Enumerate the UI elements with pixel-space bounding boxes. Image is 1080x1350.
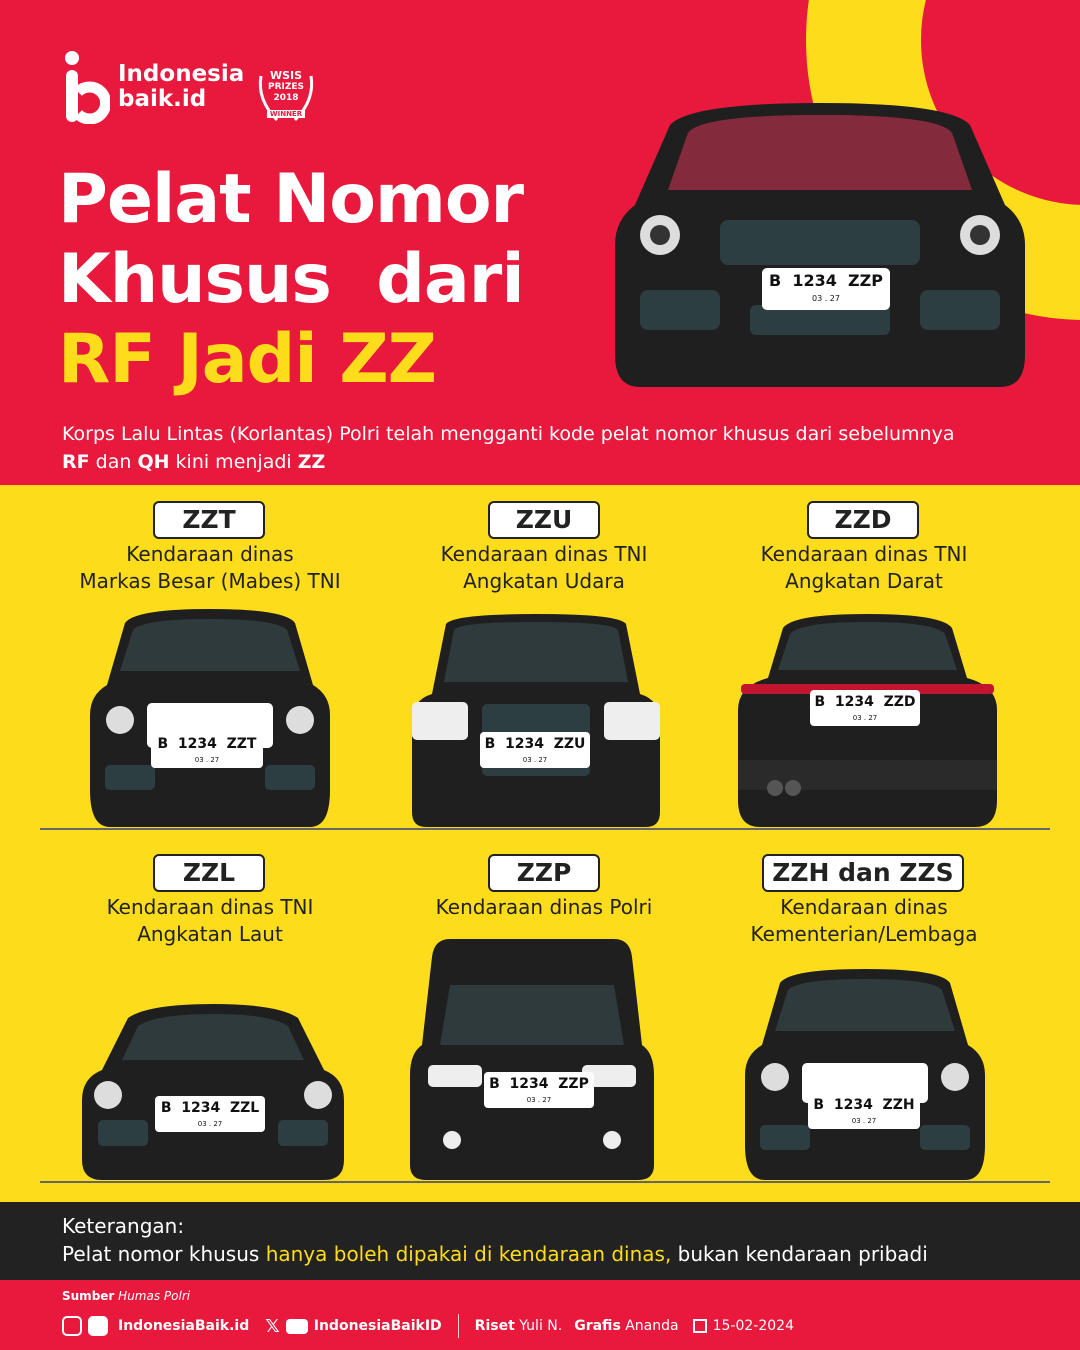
- intro-part1: Korps Lalu Lintas (Korlantas) Polri telah mengganti kode pelat nomor khusus dari sebelumnya: [62, 423, 955, 445]
- desc-zzh-zzs-line1: Kendaraan dinas: [780, 895, 948, 919]
- code-label-zzt: ZZT: [153, 501, 265, 539]
- desc-zzt-line1: Kendaraan dinas: [126, 542, 294, 566]
- plate-zzl: [155, 1096, 265, 1132]
- plate-zzt-expiry: 03 . 27: [194, 756, 220, 764]
- award-bottom: WINNER: [269, 110, 303, 118]
- code-label-zzu: ZZU: [488, 501, 600, 539]
- desc-zzd: [694, 541, 1034, 595]
- desc-zzd-line2: Angkatan Darat: [785, 569, 943, 593]
- keterangan-bar: [0, 1202, 1080, 1280]
- plate-zzl-number: B 1234 ZZL: [160, 1100, 260, 1116]
- source-line: [62, 1289, 190, 1303]
- car-zzu-illustration: [408, 612, 664, 827]
- title-line1: Pelat Nomor: [58, 160, 524, 239]
- plate-zzp: [484, 1072, 594, 1108]
- code-label-zzp: ZZP: [488, 854, 600, 892]
- plate-zzl-expiry: 03 . 27: [197, 1120, 223, 1128]
- plate-zzh-number: B 1234 ZZH: [813, 1097, 915, 1113]
- plate-zzt-number: B 1234 ZZT: [157, 736, 257, 752]
- car-zzh-illustration: [740, 965, 990, 1180]
- plate-zzp-number: B 1234 ZZP: [489, 1076, 589, 1092]
- car-zzt-illustration: [85, 605, 335, 827]
- code-label-zzd: ZZD: [807, 501, 919, 539]
- code-label-zzl: ZZL: [153, 854, 265, 892]
- title-line2: Khusus dari: [58, 240, 524, 319]
- plate-zzp-expiry: 03 . 27: [526, 1096, 552, 1104]
- calendar-icon: [693, 1319, 707, 1333]
- plate-zzu-number: B 1234 ZZU: [484, 736, 586, 752]
- desc-zzu: [374, 541, 714, 595]
- hero-plate: [762, 268, 890, 310]
- intro-text: [62, 420, 962, 476]
- source-value: Humas Polri: [118, 1289, 191, 1303]
- intro-part3: kini menjadi: [169, 451, 298, 473]
- hero-plate-number: B 1234 ZZP: [769, 271, 883, 290]
- award-year: 2018: [273, 93, 299, 103]
- plate-zzd-expiry: 03 . 27: [852, 714, 878, 722]
- desc-zzu-line1: Kendaraan dinas TNI: [440, 542, 648, 566]
- car-zzp-illustration: [410, 935, 654, 1180]
- hero-car-illustration: [600, 95, 1040, 395]
- hero-plate-expiry: 03 . 27: [812, 294, 840, 303]
- desc-zzh-zzs-line2: Kementerian/Lembaga: [750, 922, 978, 946]
- intro-bold3: ZZ: [297, 451, 326, 473]
- award-mid: PRIZES: [267, 82, 305, 92]
- intro-bold1: RF: [62, 451, 90, 473]
- page-title: [58, 160, 524, 400]
- plate-zzt: [151, 732, 263, 768]
- indonesiabaik-logo-icon: [62, 50, 110, 124]
- keterangan-highlight: hanya boleh dipakai di kendaraan dinas,: [265, 1242, 672, 1266]
- wsis-award-badge: [255, 66, 317, 128]
- desc-zzl-line2: Angkatan Laut: [137, 922, 283, 946]
- desc-zzh-zzs: [694, 894, 1034, 948]
- brand-logo: [62, 50, 244, 124]
- award-top: WSIS: [269, 69, 303, 82]
- desc-zzp-line1: Kendaraan dinas Polri: [435, 895, 653, 919]
- riset-value: Yuli N.: [519, 1318, 563, 1334]
- youtube-icon[interactable]: [286, 1319, 308, 1334]
- grafis-value: Ananda: [625, 1318, 679, 1334]
- code-label-zzh-zzs: ZZH dan ZZS: [762, 854, 964, 892]
- desc-zzd-line1: Kendaraan dinas TNI: [760, 542, 968, 566]
- desc-zzu-line2: Angkatan Udara: [463, 569, 625, 593]
- plate-zzu: [480, 732, 590, 768]
- plate-zzu-expiry: 03 . 27: [522, 756, 548, 764]
- facebook-icon[interactable]: [88, 1316, 108, 1336]
- intro-bold2: QH: [137, 451, 170, 473]
- plate-zzh-expiry: 03 . 27: [851, 1117, 877, 1125]
- x-icon[interactable]: 𝕏: [265, 1315, 280, 1337]
- desc-zzl-line1: Kendaraan dinas TNI: [106, 895, 314, 919]
- title-line3: RF Jadi ZZ: [58, 320, 436, 399]
- keterangan-part1: Pelat nomor khusus: [62, 1242, 266, 1266]
- ground-line-row1: [40, 828, 1050, 830]
- plate-zzd: [810, 690, 920, 726]
- desc-zzt-line2: Markas Besar (Mabes) TNI: [79, 569, 341, 593]
- plate-zzd-number: B 1234 ZZD: [814, 694, 916, 710]
- desc-zzt: [40, 541, 380, 595]
- social-handle[interactable]: IndonesiaBaikID: [313, 1318, 442, 1334]
- car-zzl-illustration: [78, 1000, 348, 1180]
- site-link[interactable]: IndonesiaBaik.id: [118, 1318, 250, 1334]
- grafis-label: Grafis: [574, 1318, 621, 1334]
- plate-zzh: [808, 1093, 920, 1129]
- riset-label: Riset: [474, 1318, 515, 1334]
- ground-line-row2: [40, 1181, 1050, 1183]
- keterangan-text: [62, 1242, 928, 1266]
- keterangan-title: Keterangan:: [62, 1214, 185, 1238]
- instagram-icon[interactable]: [62, 1316, 82, 1336]
- desc-zzl: [40, 894, 380, 948]
- date: 15-02-2024: [712, 1318, 794, 1334]
- header-section: [0, 0, 1080, 485]
- source-label: Sumber: [62, 1289, 115, 1303]
- brand-line2: baik.id: [118, 86, 207, 112]
- divider: [458, 1314, 459, 1338]
- keterangan-part2: bukan kendaraan pribadi: [671, 1242, 928, 1266]
- intro-part2: dan: [89, 451, 138, 473]
- desc-zzp: [374, 894, 714, 921]
- brand-line1: Indonesia: [118, 61, 245, 87]
- footer: [0, 1280, 1080, 1350]
